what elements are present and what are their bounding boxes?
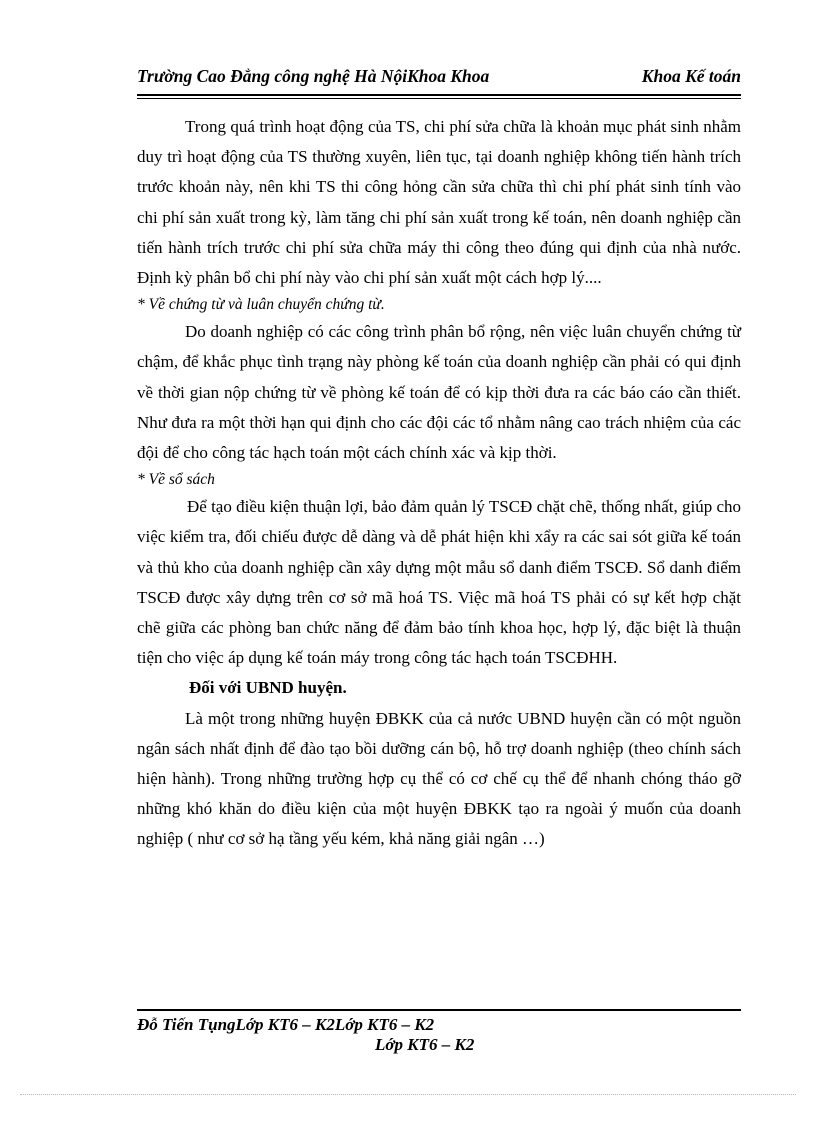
section-heading-books: * Về sổ sách: [137, 471, 215, 489]
footer-author: Đỗ Tiến TụngLớp KT6 – K2Lớp KT6 – K2: [137, 1015, 435, 1034]
section-heading-ubnd: Đối với UBND huyện.: [189, 678, 347, 698]
page-header: [137, 66, 741, 96]
document-body: [137, 112, 741, 855]
paragraph-ubnd: Là một trong những huyện ĐBKK của cả nước UBND huyện cần có một nguồn ngân sách nhất định để đào tạo bồi dưỡng cán bộ, hỗ trợ doanh nghiệp (theo chính sách hiện hành). Trong những trường hợp cụ thể có cơ chế cụ thể để nhanh chóng tháo gỡ những khó khăn do điều kiện của một huyện ĐBKK tạo ra ngoài ý muốn của doanh nghiệp ( như cơ sở hạ tầng yếu kém, khả năng giải ngân …): [137, 708, 741, 849]
section-heading-documents: * Về chứng từ và luân chuyển chứng từ.: [137, 296, 385, 314]
page-bottom-edge: [20, 1094, 796, 1095]
paragraph-books: Để tạo điều kiện thuận lợi, bảo đảm quản lý TSCĐ chặt chẽ, thống nhất, giúp cho việc kiểm tra, đối chiếu được dễ dàng và dễ phát hiện khi xẩy ra các sai sót giữa kế toán và thủ kho của doanh nghiệp cần xây dựng một mẫu sổ danh điểm TSCĐ. Sổ danh điểm TSCĐ được xây dựng trên cơ sở mã hoá TS. Việc mã hoá TS phải có sự kết hợp chặt chẽ giữa các phòng ban chức năng để đảm bảo tính khoa học, hợp lý, đặc biệt là thuận tiện cho việc áp dụng kế toán máy trong công tác hạch toán TSCĐHH.: [137, 497, 741, 668]
header-department: Khoa Kế toán: [641, 66, 741, 86]
header-school-name: Trường Cao Đẳng công nghệ Hà NộiKhoa Khoa: [137, 66, 490, 86]
footer-class: Lớp KT6 – K2: [375, 1035, 475, 1054]
paragraph-documents: Do doanh nghiệp có các công trình phân bổ rộng, nên việc luân chuyển chứng từ chậm, để khắc phục tình trạng này phòng kế toán của doanh nghiệp cần phải có qui định về thời gian nộp chứng từ về phòng kế toán để có kịp thời đưa ra các báo cáo cần thiết. Như đưa ra một thời hạn qui định cho các đội các tổ nhằm nâng cao trách nhiệm của các đội để cho công tác hạch toán một cách chính xác và kịp thời.: [137, 322, 741, 463]
paragraph-repair-costs: Trong quá trình hoạt động của TS, chi phí sửa chữa là khoản mục phát sinh nhằm duy trì hoạt động của TS thường xuyên, liên tục, tại doanh nghiệp không tiến hành trích trước khoản này, nên khi TS thi công hỏng cần sửa chữa thì chi phí phát sinh tính vào chi phí sản xuất trong kỳ, làm tăng chi phí sản xuất trong kế toán, nên doanh nghiệp cần tiến hành trích trước chi phí sửa chữa máy thi công theo đúng qui định của nhà nước. Định kỳ phân bổ chi phí này vào chi phí sản xuất một cách hợp lý....: [137, 117, 741, 288]
header-divider: [137, 98, 741, 99]
footer-divider: [137, 1009, 741, 1011]
